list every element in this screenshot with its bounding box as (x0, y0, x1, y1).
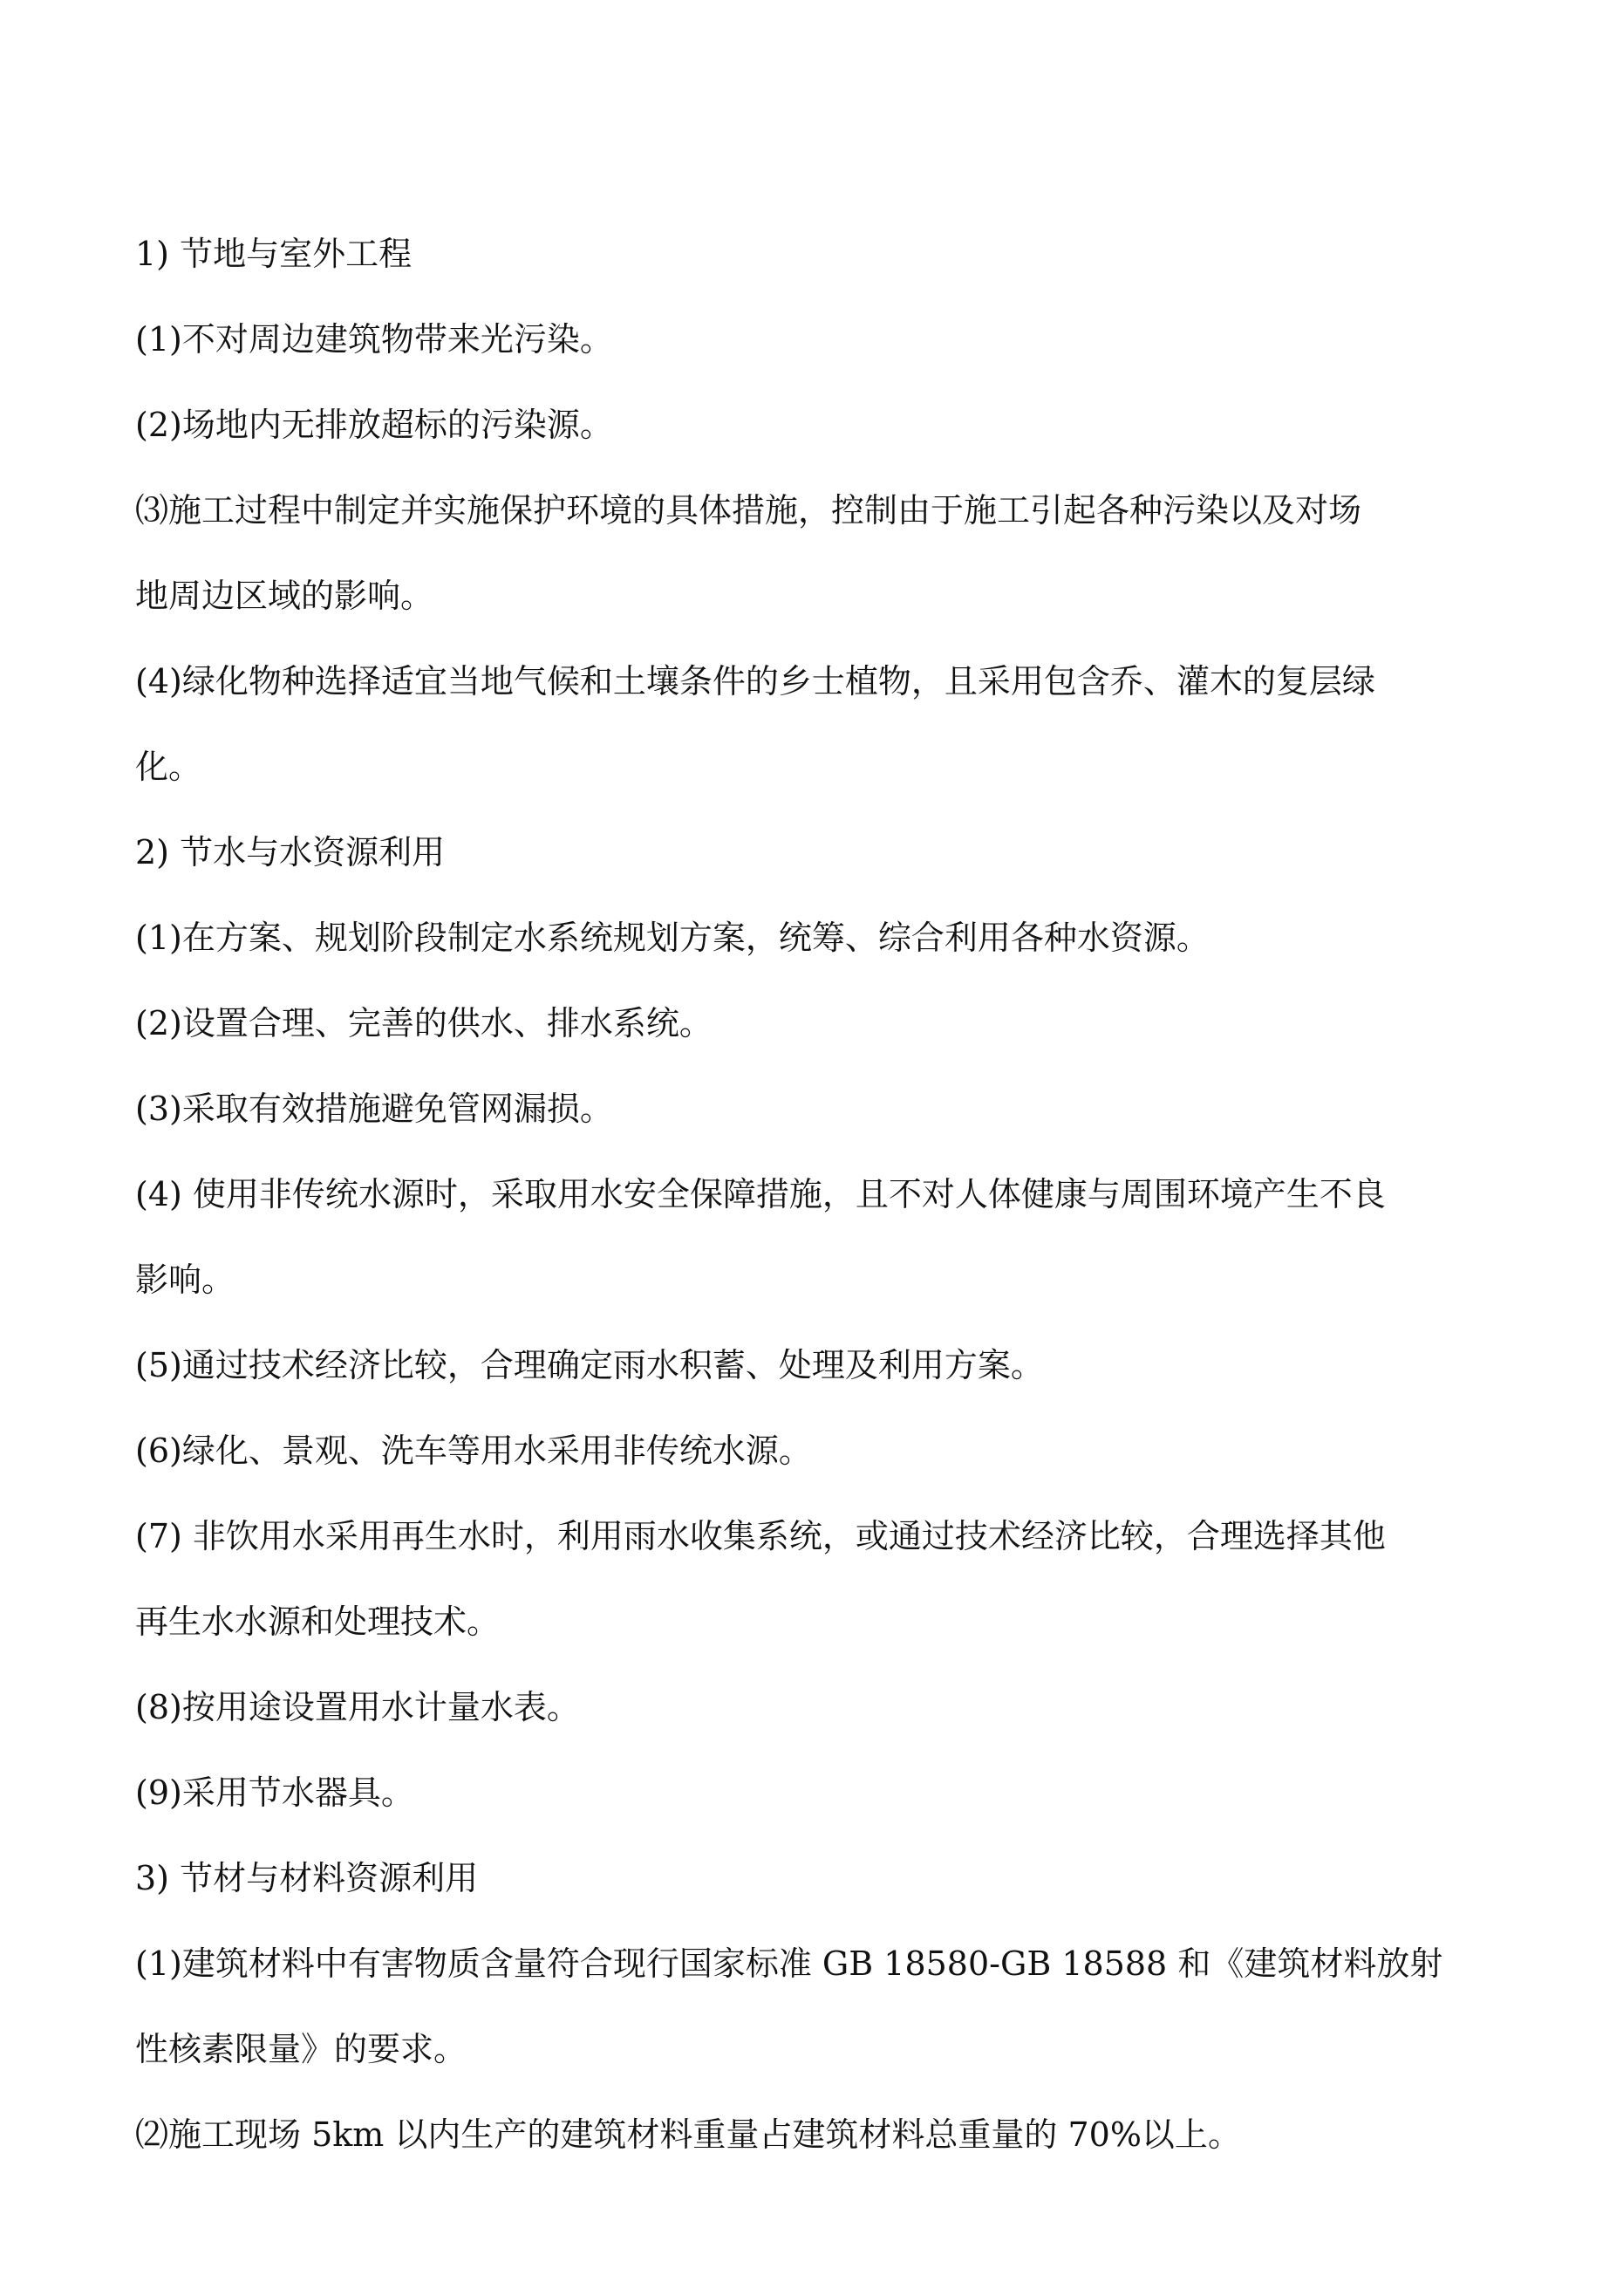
paragraph-line: (1)建筑材料中有害物质含量符合现行国家标准 GB 18580-GB 18588 和《建筑材料放射 (135, 1944, 1443, 1983)
paragraph-line: 化。 (135, 748, 202, 786)
section-heading-2: 2) 节水与水资源利用 (135, 833, 446, 871)
section-heading-3: 3) 节材与材料资源利用 (135, 1859, 479, 1897)
paragraph-line: (8)按用途设置用水计量水表。 (135, 1688, 580, 1726)
paragraph-line: (2)设置合理、完善的供水、排水系统。 (135, 1004, 713, 1042)
paragraph-line: ⑵施工现场 5km 以内生产的建筑材料重量占建筑材料总重量的 70%以上。 (135, 2115, 1241, 2154)
paragraph-line: (6)绿化、景观、洗车等用水采用非传统水源。 (135, 1432, 812, 1470)
paragraph-line: 再生水水源和处理技术。 (135, 1602, 501, 1641)
paragraph-line: (7) 非饮用水采用再生水时，利用雨水收集系统，或通过技术经济比较，合理选择其他 (135, 1517, 1386, 1555)
document-body (135, 211, 1496, 2177)
paragraph-line: (1)不对周边建筑物带来光污染。 (135, 320, 613, 359)
paragraph-line: (5)通过技术经济比较，合理确定雨水积蓄、处理及利用方案。 (135, 1346, 1044, 1384)
paragraph-line: (4)绿化物种选择适宜当地气候和土壤条件的乡士植物，且采用包含乔、灌木的复层绿 (135, 662, 1375, 700)
paragraph-line: (9)采用节水器具。 (135, 1773, 414, 1812)
paragraph-line: (4) 使用非传统水源时，采取用水安全保障措施，且不对人体健康与周围环境产生不良 (135, 1175, 1386, 1213)
paragraph-line: ⑶施工过程中制定并实施保护环境的具体措施，控制由于施工引起各种污染以及对场 (135, 491, 1362, 530)
paragraph-line: 性核素限量》的要求。 (135, 2030, 467, 2068)
paragraph-line: (1)在方案、规划阶段制定水系统规划方案，统筹、综合利用各种水资源。 (135, 919, 1210, 957)
paragraph-line: (2)场地内无排放超标的污染源。 (135, 406, 613, 444)
section-heading-1: 1) 节地与室外工程 (135, 235, 413, 273)
paragraph-line: 影响。 (135, 1261, 235, 1299)
paragraph-line: (3)采取有效措施避免管网漏损。 (135, 1090, 613, 1128)
paragraph-line: 地周边区域的影响。 (135, 577, 434, 615)
